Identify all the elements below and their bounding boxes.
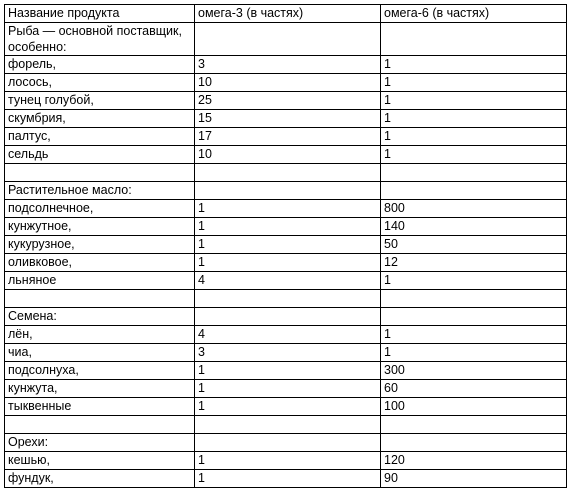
cell-omega3: [195, 164, 381, 182]
cell-product-name: палтус,: [5, 128, 195, 146]
header-product-name: Название продукта: [5, 5, 195, 23]
cell-omega3: 1: [195, 452, 381, 470]
cell-omega3: 25: [195, 92, 381, 110]
cell-omega6: 100: [381, 398, 567, 416]
table-row: [5, 92, 567, 110]
cell-product-name: форель,: [5, 56, 195, 74]
cell-omega6: 60: [381, 380, 567, 398]
table-row: [5, 290, 567, 308]
cell-product-name: подсолнечное,: [5, 200, 195, 218]
cell-omega3: [195, 182, 381, 200]
cell-omega6: [381, 434, 567, 452]
cell-omega3: 1: [195, 236, 381, 254]
table-row: [5, 470, 567, 488]
cell-product-name: [5, 290, 195, 308]
cell-omega3: [195, 434, 381, 452]
table-row: [5, 164, 567, 182]
cell-omega6: [381, 164, 567, 182]
table-row: [5, 362, 567, 380]
cell-omega6: 1: [381, 128, 567, 146]
cell-omega3: 1: [195, 362, 381, 380]
table-row: [5, 128, 567, 146]
table-body: [5, 23, 567, 488]
table-row: [5, 110, 567, 128]
cell-product-name: [5, 164, 195, 182]
cell-product-name: кунжута,: [5, 380, 195, 398]
cell-omega6: 1: [381, 110, 567, 128]
cell-product-name: скумбрия,: [5, 110, 195, 128]
cell-product-name: тунец голубой,: [5, 92, 195, 110]
table-row: [5, 200, 567, 218]
cell-omega3: 1: [195, 218, 381, 236]
table-row: [5, 146, 567, 164]
cell-omega3: 1: [195, 254, 381, 272]
cell-omega3: 1: [195, 200, 381, 218]
cell-product-name: Растительное масло:: [5, 182, 195, 200]
cell-product-name: льняное: [5, 272, 195, 290]
table-row: [5, 272, 567, 290]
cell-omega3: 4: [195, 326, 381, 344]
cell-omega3: 10: [195, 74, 381, 92]
cell-omega6: [381, 416, 567, 434]
cell-omega3: 1: [195, 470, 381, 488]
cell-product-name: оливковое,: [5, 254, 195, 272]
table-row: [5, 416, 567, 434]
table-row: [5, 236, 567, 254]
cell-product-name: Орехи:: [5, 434, 195, 452]
cell-omega6: 90: [381, 470, 567, 488]
table-row: [5, 398, 567, 416]
cell-product-name: [5, 416, 195, 434]
table-row: [5, 182, 567, 200]
cell-product-name: тыквенные: [5, 398, 195, 416]
cell-product-name: чиа,: [5, 344, 195, 362]
cell-product-name: кукурузное,: [5, 236, 195, 254]
cell-product-name: сельдь: [5, 146, 195, 164]
cell-product-name: фундук,: [5, 470, 195, 488]
table-row: [5, 218, 567, 236]
cell-omega6: 1: [381, 56, 567, 74]
cell-product-name: кешью,: [5, 452, 195, 470]
cell-omega6: [381, 308, 567, 326]
cell-omega3: 10: [195, 146, 381, 164]
table-row: [5, 308, 567, 326]
table-row: [5, 23, 567, 56]
header-omega6: омега-6 (в частях): [381, 5, 567, 23]
cell-omega6: 1: [381, 272, 567, 290]
cell-omega6: 140: [381, 218, 567, 236]
cell-omega6: [381, 290, 567, 308]
cell-omega3: 1: [195, 398, 381, 416]
cell-omega3: 4: [195, 272, 381, 290]
omega-table: [4, 4, 567, 488]
cell-product-name: Семена:: [5, 308, 195, 326]
cell-omega6: [381, 182, 567, 200]
table-row: [5, 344, 567, 362]
cell-omega3: 17: [195, 128, 381, 146]
cell-omega6: 1: [381, 326, 567, 344]
cell-omega6: 120: [381, 452, 567, 470]
cell-omega3: [195, 416, 381, 434]
cell-product-name: лосось,: [5, 74, 195, 92]
cell-omega6: 1: [381, 146, 567, 164]
cell-omega3: [195, 308, 381, 326]
cell-omega6: 1: [381, 74, 567, 92]
cell-omega6: 50: [381, 236, 567, 254]
cell-omega3: 1: [195, 380, 381, 398]
table-row: [5, 452, 567, 470]
table-row: [5, 254, 567, 272]
cell-omega6: 12: [381, 254, 567, 272]
table-row: [5, 326, 567, 344]
cell-omega3: 15: [195, 110, 381, 128]
header-omega3: омега-3 (в частях): [195, 5, 381, 23]
cell-omega3: 3: [195, 344, 381, 362]
cell-omega6: 1: [381, 344, 567, 362]
table-row: [5, 74, 567, 92]
header-row: [5, 5, 567, 23]
cell-omega3: 3: [195, 56, 381, 74]
cell-omega6: [381, 23, 567, 56]
cell-product-name: Рыба — основной поставщик, особенно:: [5, 23, 195, 56]
cell-omega3: [195, 290, 381, 308]
cell-product-name: кунжутное,: [5, 218, 195, 236]
table-row: [5, 56, 567, 74]
cell-product-name: лён,: [5, 326, 195, 344]
cell-omega6: 1: [381, 92, 567, 110]
cell-omega3: [195, 23, 381, 56]
table-row: [5, 380, 567, 398]
cell-omega6: 300: [381, 362, 567, 380]
cell-omega6: 800: [381, 200, 567, 218]
cell-product-name: подсолнуха,: [5, 362, 195, 380]
table-row: [5, 434, 567, 452]
